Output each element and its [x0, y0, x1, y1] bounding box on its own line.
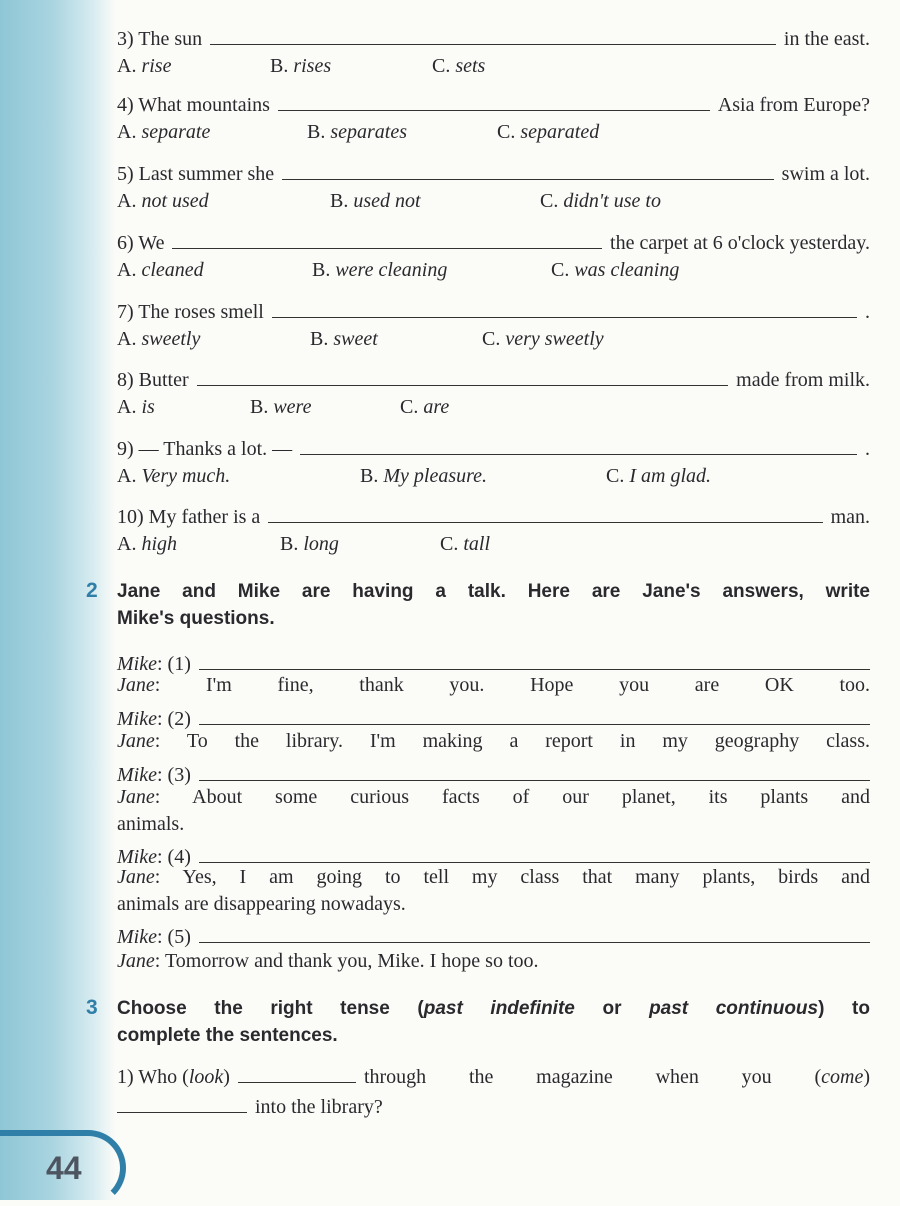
jane-line: Jane: About some curious facts of our planet, its plants and [117, 786, 870, 808]
answer-blank[interactable] [172, 230, 602, 249]
answer-blank[interactable] [238, 1064, 356, 1083]
speaker-name: Jane [117, 866, 155, 888]
question-7 [117, 299, 870, 324]
answer-blank[interactable] [199, 844, 870, 863]
exercise-3-heading-line2: complete the sentences. [117, 1025, 338, 1046]
jane-line: Jane: I'm fine, thank you. Hope you are OK too. [117, 674, 870, 696]
mike-line: Mike: (1) [117, 651, 870, 676]
question-stem: 4) What mountains [117, 94, 270, 116]
question-stem-end: the carpet at 6 o'clock yesterday. [610, 232, 870, 254]
jane-line-cont: animals. [117, 813, 185, 835]
speaker-name: Mike [117, 653, 157, 675]
jane-line: Jane: Tomorrow and thank you, Mike. I hope so too. [117, 950, 539, 972]
option-b[interactable]: B. My pleasure. [360, 465, 488, 487]
answer-blank[interactable] [199, 762, 870, 781]
question-stem-end: made from milk. [736, 369, 870, 391]
option-c[interactable]: C. I am glad. [606, 465, 712, 487]
question-3 [117, 26, 870, 51]
page-number: 44 [46, 1150, 82, 1186]
exercise-3-sentence-1-cont: into the library? [117, 1094, 870, 1119]
speaker-name: Mike [117, 846, 157, 868]
answer-blank[interactable] [197, 367, 728, 386]
question-9 [117, 436, 870, 461]
question-stem-end: . [865, 438, 870, 460]
option-a[interactable]: A. rise [117, 55, 172, 77]
answer-blank[interactable] [210, 26, 776, 45]
question-stem-end: Asia from Europe? [717, 94, 870, 116]
question-stem-end: in the east. [783, 28, 870, 50]
answer-blank[interactable] [268, 504, 822, 523]
option-c[interactable]: C. very sweetly [482, 328, 604, 350]
exercise-2-number: 2 [86, 579, 98, 602]
question-8 [117, 367, 870, 392]
answer-blank[interactable] [300, 436, 857, 455]
option-a[interactable]: A. cleaned [117, 259, 204, 281]
question-stem: 3) The sun [117, 28, 203, 50]
speaker-name: Jane [117, 730, 155, 752]
question-stem: 5) Last summer she [117, 163, 275, 185]
question-stem-end: . [865, 301, 870, 323]
question-stem: 9) — Thanks a lot. — [117, 438, 293, 460]
option-a[interactable]: A. not used [117, 190, 209, 212]
exercise-3-heading-line1: Choose the right tense (past indefinite or past continuous) to [117, 998, 870, 1019]
speaker-name: Mike [117, 708, 157, 730]
option-a[interactable]: A. is [117, 396, 155, 418]
jane-line: Jane: To the library. I'm making a report in my geography class. [117, 730, 870, 752]
option-c[interactable]: C. sets [432, 55, 486, 77]
question-stem: 7) The roses smell [117, 301, 264, 323]
answer-blank[interactable] [272, 299, 857, 318]
question-stem: 8) Butter [117, 369, 189, 391]
option-c[interactable]: C. didn't use to [540, 190, 661, 212]
option-b[interactable]: B. were cleaning [312, 259, 448, 281]
jane-line-cont: animals are disappearing nowadays. [117, 893, 406, 915]
answer-blank[interactable] [282, 161, 773, 180]
question-stem: 6) We [117, 232, 165, 254]
speaker-name: Jane [117, 786, 155, 808]
option-a[interactable]: A. separate [117, 121, 211, 143]
answer-blank[interactable] [199, 706, 870, 725]
jane-line: Jane: Yes, I am going to tell my class that many plants, birds and [117, 866, 870, 888]
mike-line: Mike: (4) [117, 844, 870, 869]
mike-line: Mike: (5) [117, 924, 870, 949]
option-c[interactable]: C. tall [440, 533, 491, 555]
option-c[interactable]: C. was cleaning [551, 259, 680, 281]
answer-blank[interactable] [199, 651, 870, 670]
speaker-name: Mike [117, 926, 157, 948]
answer-blank[interactable] [117, 1094, 247, 1113]
option-b[interactable]: B. sweet [310, 328, 378, 350]
question-6 [117, 230, 870, 255]
mike-line: Mike: (2) [117, 706, 870, 731]
option-b[interactable]: B. were [250, 396, 312, 418]
question-5 [117, 161, 870, 186]
speaker-name: Mike [117, 764, 157, 786]
question-10 [117, 504, 870, 529]
exercise-2-heading-line1: Jane and Mike are having a talk. Here are Jane's answers, write [117, 581, 870, 602]
question-4 [117, 92, 870, 117]
option-a[interactable]: A. Very much. [117, 465, 231, 487]
mike-line: Mike: (3) [117, 762, 870, 787]
speaker-name: Jane [117, 950, 155, 972]
question-stem-end: man. [830, 506, 870, 528]
exercise-2-heading-line2: Mike's questions. [117, 608, 275, 629]
question-stem: 10) My father is a [117, 506, 261, 528]
option-b[interactable]: B. long [280, 533, 339, 555]
option-a[interactable]: A. high [117, 533, 178, 555]
option-b[interactable]: B. separates [307, 121, 408, 143]
option-c[interactable]: C. separated [497, 121, 600, 143]
option-c[interactable]: C. are [400, 396, 450, 418]
answer-blank[interactable] [278, 92, 710, 111]
page-margin-strip [0, 0, 115, 1200]
option-b[interactable]: B. rises [270, 55, 332, 77]
option-a[interactable]: A. sweetly [117, 328, 201, 350]
exercise-3-sentence-1: 1) Who (look) through the magazine when you (come) [117, 1066, 870, 1088]
exercise-3-number: 3 [86, 996, 98, 1019]
option-b[interactable]: B. used not [330, 190, 421, 212]
answer-blank[interactable] [199, 924, 870, 943]
question-stem-end: swim a lot. [781, 163, 870, 185]
speaker-name: Jane [117, 674, 155, 696]
